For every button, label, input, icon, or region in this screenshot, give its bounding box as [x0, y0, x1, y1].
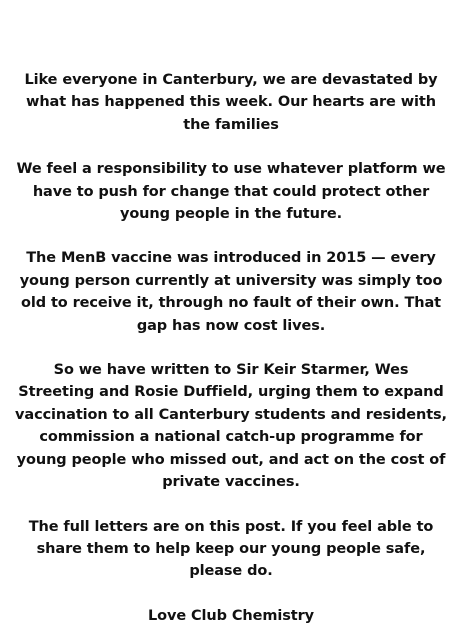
- paragraph-letters-written: So we have written to Sir Keir Starmer, Wes Streeting and Rosie Duffield, urging them to expand vaccination to all Canterbury students and residents, commission a national catch-up programme for young people who missed out, and act on the cost of private vaccines.: [15, 362, 447, 491]
- paragraph-call-to-share: The full letters are on this post. If you feel able to share them to help keep our young people safe, please do.: [28, 518, 434, 580]
- paragraph-responsibility: We feel a responsibility to use whatever platform we have to push for change that could protect other young people in the future.: [16, 161, 446, 223]
- signature: Love Club Chemistry: [147, 607, 315, 624]
- paragraph-condolences: Like everyone in Canterbury, we are devastated by what has happened this week. Our hearts are with the families: [24, 72, 438, 133]
- paragraph-vaccine-gap: The MenB vaccine was introduced in 2015 — every young person currently at university was simply too old to receive it, through no fault of their own. That gap has now cost lives.: [19, 250, 443, 334]
